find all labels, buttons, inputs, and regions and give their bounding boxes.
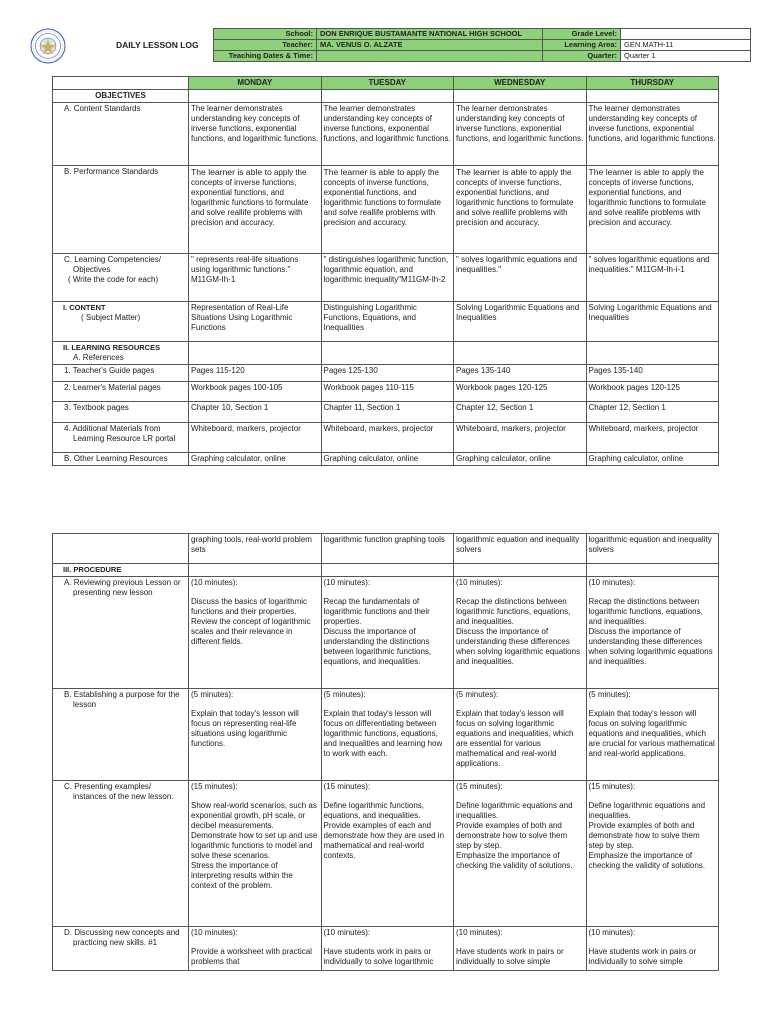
am-tuesday: Whiteboard, markers, projector [321,423,454,453]
content-standards-monday: The learner demonstrates understanding key concepts of inverse functions, exponential functions, and logarithmic functions. [189,103,322,166]
teachers-guide-label: 1. Teacher's Guide pages [64,366,155,375]
lm-tuesday: Workbook pages 110-115 [321,382,454,402]
other-resources-row [53,453,719,466]
continued-resources-row [53,534,719,564]
reviewing-monday: (10 minutes): Discuss the basics of logarithmic functions and their properties. Review the concept of logarithmic scales and their relevance in different fields. [189,577,322,689]
learning-competencies-row [53,254,719,302]
discussing-wednesday: (10 minutes): Have students work in pairs or individually to solve simple [454,927,587,971]
examples-thursday: (15 minutes): Define logarithmic equations and inequalities. Provide examples of both and demonstrate how to solve them step by step. Emphasize the importance of checking the validity of solutions. [586,781,719,927]
learning-resources-label: II. LEARNING RESOURCES [63,343,161,352]
textbook-row [53,402,719,423]
reviewing-tuesday: (10 minutes): Recap the fundamentals of logarithmic functions and their properties. Discuss the importance of understanding the distinctions between logarithmic functions, equations, and inequalities. [321,577,454,689]
objectives-heading: OBJECTIVES [53,90,189,103]
lm-thursday: Workbook pages 120-125 [586,382,719,402]
additional-materials-row [53,423,719,453]
performance-standards-row [53,166,719,254]
grade-label: Grade Level: [543,29,621,40]
day-wednesday: WEDNESDAY [454,77,587,90]
deped-seal-icon [30,28,66,64]
tg-monday: Pages 115-120 [189,365,322,382]
school-label: School: [214,29,317,40]
teacher-value: MA. VENUS O. ALZATE [317,40,543,51]
discussing-label: D. Discussing new concepts and practicing new skills. #1 [64,928,180,947]
performance-standards-monday: The learner is able to apply the concepts of inverse functions, exponential functions, and logarithmic functions to formulate and solve reallife problems with precision and accuracy. [189,166,322,254]
learning-resources-row [53,342,719,365]
examples-wednesday: (15 minutes): Define logarithmic equations and inequalities. Provide examples of both and demonstrate how to solve them step by step. Emphasize the importance of checking the validity of solutions. [454,781,587,927]
learning-competencies-label: C. Learning Competencies/ Objectives [64,255,161,274]
document-title: DAILY LESSON LOG [116,40,199,50]
competency-tuesday: " distinguishes logarithmic function, logarithmic equation, and logarithmic inequality"M11GM-Ih-2 [321,254,454,302]
purpose-wednesday: (5 minutes): Explain that today's lesson will focus on solving logarithmic equations and inequalities, which are essential for various mathematical and real-world applications. [454,689,587,781]
lm-monday: Workbook pages 100-105 [189,382,322,402]
dates-label: Teaching Dates & Time: [214,51,317,62]
tg-thursday: Pages 135-140 [586,365,719,382]
am-wednesday: Whiteboard, markers, projector [454,423,587,453]
teachers-guide-row [53,365,719,382]
reviewing-thursday: (10 minutes): Recap the distinctions between logarithmic functions, equations, and inequalities. Discuss the importance of understanding these differences when solving logarithmic equations and inequalities. [586,577,719,689]
discussing-monday: (10 minutes): Provide a worksheet with practical problems that [189,927,322,971]
learning-area-value: GEN.MATH-11 [621,40,751,51]
lm-wednesday: Workbook pages 120-125 [454,382,587,402]
examples-row [53,781,719,927]
quarter-label: Quarter: [543,51,621,62]
continued-tuesday: logarithmic function graphing tools [321,534,454,564]
other-resources-label: B. Other Learning Resources [64,454,168,463]
grade-value [621,29,751,40]
other-tuesday: Graphing calculator, online [321,453,454,466]
content-tuesday: Distinguishing Logarithmic Functions, Equations, and Inequalities [321,302,454,342]
purpose-thursday: (5 minutes): Explain that today's lesson will focus on solving logarithmic equations and inequalities, which are crucial for various mathematical and real-world applications. [586,689,719,781]
content-standards-thursday: The learner demonstrates understanding key concepts of inverse functions, exponential functions, and logarithmic functions. [586,103,719,166]
learning-area-label: Learning Area: [543,40,621,51]
tg-tuesday: Pages 125-130 [321,365,454,382]
dates-value [317,51,543,62]
content-row [53,302,719,342]
tb-wednesday: Chapter 12, Section 1 [454,402,587,423]
content-label: I. CONTENT [63,303,106,312]
school-value: DON ENRIQUE BUSTAMANTE NATIONAL HIGH SCHOOL [317,29,543,40]
competency-wednesday: " solves logarithmic equations and inequalities." [454,254,587,302]
reviewing-wednesday: (10 minutes): Recap the distinctions between logarithmic functions, equations, and inequalities. Discuss the importance of understanding these differences when solving logarithmic equations and inequalities. [454,577,587,689]
reviewing-label: A. Reviewing previous Lesson or presenting new lesson [64,578,181,597]
examples-monday: (15 minutes): Show real-world scenarios, such as exponential growth, pH scale, or decibel measurements. Demonstrate how to set up and use logarithmic functions to model and solve these scenarios. Stress the importance of interpreting results within the context of the problem. [189,781,322,927]
continued-thursday: logarithmic equation and inequality solvers [586,534,719,564]
textbook-label: 3. Textbook pages [64,403,129,412]
purpose-label: B. Establishing a purpose for the lesson [64,690,180,709]
tb-thursday: Chapter 12, Section 1 [586,402,719,423]
purpose-row [53,689,719,781]
learning-competencies-sublabel: ( Write the code for each) [68,275,159,284]
content-standards-label: A. Content Standards [64,104,141,113]
content-wednesday: Solving Logarithmic Equations and Inequalities [454,302,587,342]
procedure-label: III. PROCEDURE [63,565,122,574]
tg-wednesday: Pages 135-140 [454,365,587,382]
other-thursday: Graphing calculator, online [586,453,719,466]
continued-monday: graphing tools, real-world problem sets [189,534,322,564]
lesson-table-part-1 [52,76,719,466]
references-label: A. References [73,353,124,362]
performance-standards-tuesday: The learner is able to apply the concepts of inverse functions, exponential functions, and logarithmic functions to formulate and solve reallife problems with precision and accuracy. [321,166,454,254]
header [30,28,720,64]
content-standards-tuesday: The learner demonstrates understanding key concepts of inverse functions, exponential functions, and logarithmic functions. [321,103,454,166]
other-wednesday: Graphing calculator, online [454,453,587,466]
examples-tuesday: (15 minutes): Define logarithmic functions, equations, and inequalities. Provide examples of each and demonstrate how they are used in mathematical and real-world contexts. [321,781,454,927]
continued-wednesday: logarithmic equation and inequality solvers [454,534,587,564]
learners-material-row [53,382,719,402]
discussing-row [53,927,719,971]
procedure-heading-row [53,564,719,577]
tb-tuesday: Chapter 11, Section 1 [321,402,454,423]
purpose-monday: (5 minutes): Explain that today's lesson will focus on representing real-life situations using logarithmic functions. [189,689,322,781]
performance-standards-label: B. Performance Standards [64,167,159,176]
am-monday: Whiteboard, markers, projector [189,423,322,453]
discussing-tuesday: (10 minutes): Have students work in pairs or individually to solve logarithmic [321,927,454,971]
purpose-tuesday: (5 minutes): Explain that today's lesson will focus on differentiating between logarithmic functions, equations, and inequalities and learning how to work with each. [321,689,454,781]
content-standards-row [53,103,719,166]
reviewing-row [53,577,719,689]
other-monday: Graphing calculator, online [189,453,322,466]
competency-thursday: " solves logarithmic equations and inequalities." M11GM-Ih-i-1 [586,254,719,302]
content-sublabel: ( Subject Matter) [81,313,141,322]
day-header-row [53,77,719,90]
day-thursday: THURSDAY [586,77,719,90]
am-thursday: Whiteboard, markers, projector [586,423,719,453]
additional-materials-label: 4. Additional Materials from Learning Resource LR portal [64,424,176,443]
teacher-label: Teacher: [214,40,317,51]
day-monday: MONDAY [189,77,322,90]
quarter-value: Quarter 1 [621,51,751,62]
performance-standards-thursday: The learner is able to apply the concepts of inverse functions, exponential functions, and logarithmic functions to formulate and solve reallife problems with precision and accuracy. [586,166,719,254]
content-monday: Representation of Real-Life Situations Using Logarithmic Functions [189,302,322,342]
day-tuesday: TUESDAY [321,77,454,90]
content-thursday: Solving Logarithmic Equations and Inequalities [586,302,719,342]
content-standards-wednesday: The learner demonstrates understanding key concepts of inverse functions, exponential functions, and logarithmic functions. [454,103,587,166]
examples-label: C. Presenting examples/ instances of the new lesson. [64,782,174,801]
competency-monday: " represents real-life situations using logarithmic functions." M11GM-Ih-1 [189,254,322,302]
learners-material-label: 2. Learner's Material pages [64,383,161,392]
tb-monday: Chapter 10, Section 1 [189,402,322,423]
performance-standards-wednesday: The learner is able to apply the concepts of inverse functions, exponential functions, and logarithmic functions to formulate and solve reallife problems with precision and accuracy. [454,166,587,254]
discussing-thursday: (10 minutes): Have students work in pairs or individually to solve simple [586,927,719,971]
lesson-table-part-2 [52,533,719,971]
info-table [213,28,751,62]
